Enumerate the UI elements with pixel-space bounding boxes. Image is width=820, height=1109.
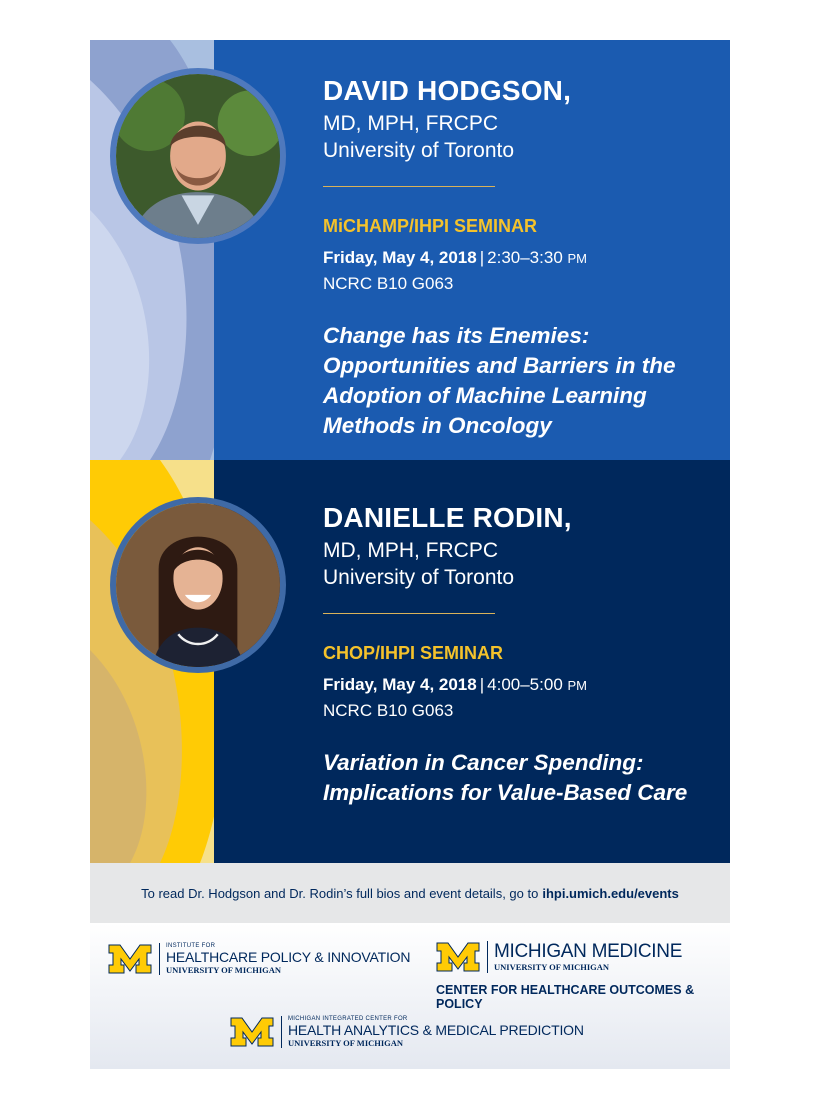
chop-center-label: CENTER FOR HEALTHCARE OUTCOMES & POLICY [436, 983, 695, 1011]
block-m-icon [436, 942, 480, 972]
logo-divider [487, 941, 488, 973]
portrait-man-image [116, 74, 280, 238]
seminar-location: NCRC B10 G063 [323, 274, 454, 293]
ihpi-logo [108, 943, 410, 975]
speaker-photo-rodin [110, 497, 286, 673]
divider-rule [323, 613, 495, 614]
block-m-icon [230, 1017, 274, 1047]
seminar-datetime [323, 247, 710, 270]
seminar-time: 2:30–3:30 [487, 248, 563, 267]
footer-info-bar [90, 863, 730, 923]
ihpi-line1: INSTITUTE FOR [166, 943, 216, 949]
speaker-credentials: MD, MPH, FRCPC [323, 112, 498, 135]
ihpi-line3: UNIVERSITY OF MICHIGAN [166, 965, 282, 975]
seminar-location: NCRC B10 G063 [323, 701, 454, 720]
speaker-photo-hodgson [110, 68, 286, 244]
seminar-panel-hodgson [90, 40, 730, 460]
talk-title: Change has its Enemies: Opportunities and Barriers in the Adoption of Machine Learning Methods in Oncology [323, 323, 676, 438]
ihpi-line2: HEALTHCARE POLICY & INNOVATION [166, 949, 411, 965]
portrait-woman-image [116, 503, 280, 667]
divider-rule [323, 186, 495, 187]
mm-line2: UNIVERSITY OF MICHIGAN [494, 962, 610, 972]
speaker-credentials: MD, MPH, FRCPC [323, 539, 498, 562]
seminar-ampm: PM [567, 678, 588, 693]
separator: | [479, 248, 485, 267]
seminar-panel-rodin [90, 460, 730, 863]
seminar-info-rodin [323, 503, 710, 808]
seminar-label: MiCHAMP/IHPI SEMINAR [323, 216, 538, 236]
sponsor-logos [90, 923, 730, 1069]
michamp-line1: MICHIGAN INTEGRATED CENTER FOR [288, 1016, 408, 1022]
footer-text: To read Dr. Hodgson and Dr. Rodin’s full bios and event details, go to [141, 885, 539, 901]
speaker-affiliation: University of Toronto [323, 139, 515, 162]
talk-title: Variation in Cancer Spending: Implications for Value-Based Care [323, 750, 688, 805]
seminar-label: CHOP/IHPI SEMINAR [323, 643, 504, 663]
logo-divider [159, 943, 160, 975]
michamp-line2: HEALTH ANALYTICS & MEDICAL PREDICTION [288, 1022, 584, 1038]
speaker-name: DANIELLE RODIN, [323, 502, 572, 533]
logo-divider [281, 1016, 282, 1048]
seminar-datetime [323, 674, 710, 697]
separator: | [479, 675, 485, 694]
mm-line1: MICHIGAN MEDICINE [494, 941, 683, 962]
seminar-time: 4:00–5:00 [487, 675, 563, 694]
block-m-icon [108, 944, 152, 974]
michigan-medicine-logo [436, 941, 682, 973]
seminar-date: Friday, May 4, 2018 [323, 675, 477, 694]
speaker-name: DAVID HODGSON, [323, 75, 572, 106]
events-link[interactable]: ihpi.umich.edu/events [542, 885, 679, 901]
seminar-date: Friday, May 4, 2018 [323, 248, 477, 267]
michamp-line3: UNIVERSITY OF MICHIGAN [288, 1038, 404, 1048]
event-flyer [90, 40, 730, 1069]
speaker-affiliation: University of Toronto [323, 566, 515, 589]
seminar-info-hodgson [323, 76, 710, 441]
seminar-ampm: PM [567, 251, 588, 266]
michamp-logo [230, 1016, 584, 1048]
